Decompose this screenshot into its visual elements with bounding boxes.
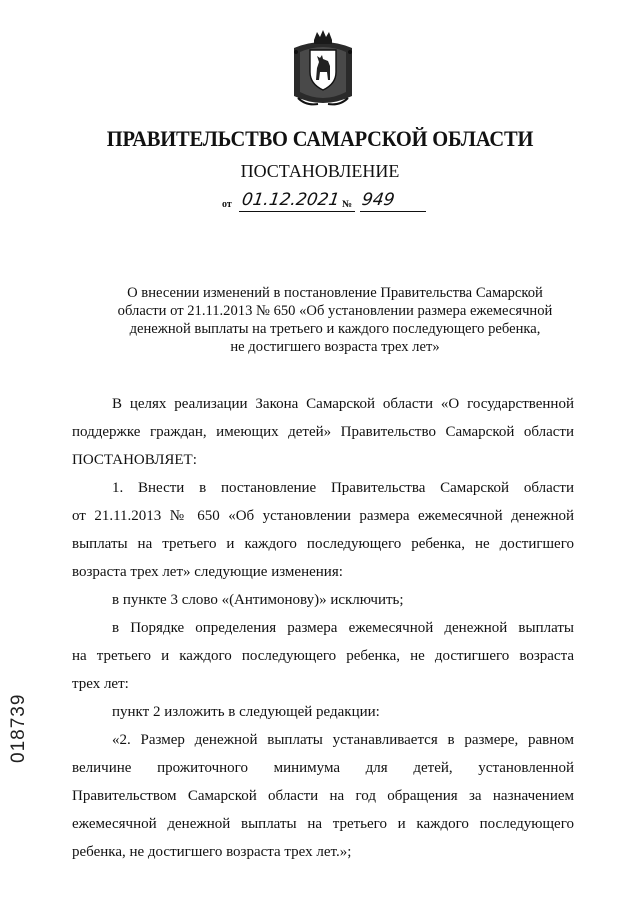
government-title: ПРАВИТЕЛЬСТВО САМАРСКОЙ ОБЛАСТИ (106, 126, 534, 151)
subject-line: области от 21.11.2013 № 650 «Об установлении размера ежемесячной (117, 303, 553, 319)
body-line: от 21.11.2013 № 650 «Об установлении размера ежемесячной денежной (72, 508, 574, 524)
body-line: в пункте 3 слово «(Антимонову)» исключить; (112, 592, 404, 608)
body-line: ежемесячной денежной выплаты на третьего и каждого последующего (72, 816, 574, 832)
body-line: возраста трех лет» следующие изменения: (72, 564, 343, 580)
body-line: Правительством Самарской области на год обращения за назначением (72, 788, 574, 804)
body-line: в Порядке определения размера ежемесячной денежной выплаты (112, 620, 574, 636)
number-underline (360, 211, 426, 212)
body-line: на третьего и каждого последующего ребенка, не достигшего возраста (72, 648, 574, 664)
subject-line: денежной выплаты на третьего и каждого последующего ребенка, (129, 321, 541, 337)
handwritten-number: 949 (360, 190, 396, 210)
date-prefix: от (222, 199, 232, 210)
document-subject (90, 284, 580, 356)
body-line: ПОСТАНОВЛЯЕТ: (72, 452, 197, 468)
subject-line: не достигшего возраста трех лет» (230, 339, 440, 355)
body-line: трех лет: (72, 676, 129, 692)
date-underline (239, 211, 355, 212)
number-prefix: № (342, 199, 353, 210)
date-number-line (222, 190, 442, 216)
body-line: поддержке граждан, имеющих детей» Правительство Самарской области (72, 424, 574, 440)
body-line: В целях реализации Закона Самарской области «О государственной (112, 396, 574, 412)
document-type: ПОСТАНОВЛЕНИЕ (240, 161, 400, 181)
body-line: ребенка, не достигшего возраста трех лет.»; (72, 844, 352, 860)
coat-of-arms-emblem (290, 28, 356, 110)
serial-number: 018739 (8, 693, 29, 763)
document-body (72, 390, 574, 866)
subject-line: О внесении изменений в постановление Правительства Самарской (127, 285, 543, 301)
body-line: 1. Внести в постановление Правительства Самарской области (112, 480, 574, 496)
body-line: выплаты на третьего и каждого последующего ребенка, не достигшего (72, 536, 574, 552)
body-line: величине прожиточного минимума для детей, установленной (72, 760, 574, 776)
handwritten-date: 01.12.2021 (240, 190, 341, 210)
body-line: пункт 2 изложить в следующей редакции: (112, 704, 380, 720)
body-line: «2. Размер денежной выплаты устанавливается в размере, равном (112, 732, 574, 748)
